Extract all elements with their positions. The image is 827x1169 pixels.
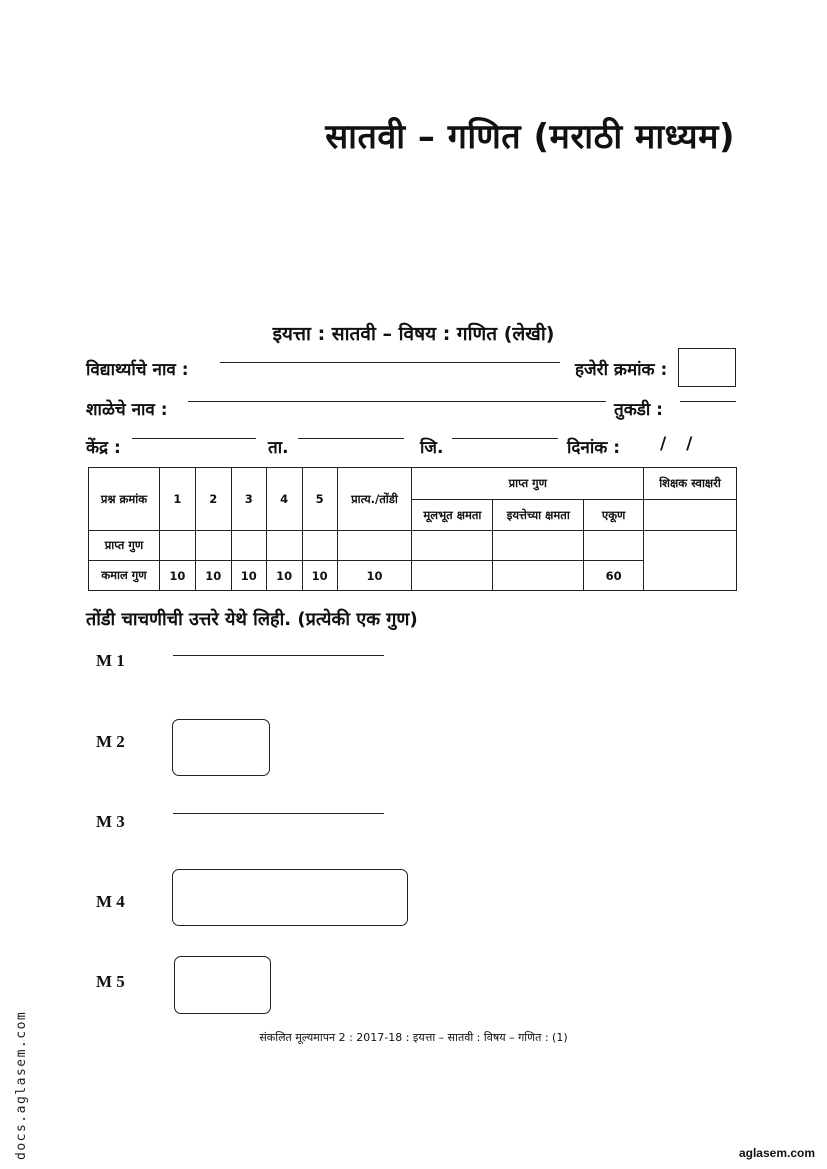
student-name-field[interactable]: [220, 362, 560, 363]
q2-max: 10: [195, 561, 231, 591]
m5-label: M 5: [96, 972, 125, 991]
date-label: दिनांक :: [567, 438, 621, 458]
teacher-signature-cell[interactable]: [644, 531, 737, 591]
obtained-marks-header: प्राप्त गुण: [412, 468, 644, 500]
q5-header: 5: [302, 468, 337, 531]
obtained-row-label: प्राप्त गुण: [89, 531, 160, 561]
m3-answer-line[interactable]: [173, 813, 384, 814]
page-footer: संकलित मूल्यमापन 2 : 2017-18 : इयत्ता – सातवी : विषय – गणित : (1): [259, 1031, 568, 1044]
max-row-label: कमाल गुण: [89, 561, 160, 591]
m5-answer-box[interactable]: [174, 956, 271, 1014]
practical-obtained-cell[interactable]: [337, 531, 412, 561]
basic-max-cell: [412, 561, 493, 591]
district-field[interactable]: [452, 438, 558, 439]
m4-label: M 4: [96, 892, 125, 911]
q1-max: 10: [159, 561, 195, 591]
grade-max-cell: [493, 561, 584, 591]
page-title: सातवी – गणित (मराठी माध्यम): [325, 117, 735, 157]
total-max: 60: [584, 561, 644, 591]
question-no-header: प्रश्न क्रमांक: [89, 468, 160, 531]
total-header: एकूण: [584, 500, 644, 531]
grade-obtained-cell[interactable]: [493, 531, 584, 561]
m3-label: M 3: [96, 812, 125, 831]
page-subtitle: इयत्ता : सातवी – विषय : गणित (लेखी): [272, 323, 555, 345]
basic-obtained-cell[interactable]: [412, 531, 493, 561]
q2-obtained-cell[interactable]: [195, 531, 231, 561]
q3-max: 10: [231, 561, 266, 591]
roll-no-label: हजेरी क्रमांक :: [575, 360, 668, 380]
m1-answer-line[interactable]: [173, 655, 384, 656]
q3-header: 3: [231, 468, 266, 531]
m4-answer-box[interactable]: [172, 869, 408, 926]
total-obtained-cell[interactable]: [584, 531, 644, 561]
division-field[interactable]: [680, 401, 736, 402]
grade-skills-header: इयत्तेच्या क्षमता: [493, 500, 584, 531]
school-name-label: शाळेचे नाव :: [86, 400, 168, 420]
q4-header: 4: [266, 468, 302, 531]
taluka-field[interactable]: [298, 438, 404, 439]
m2-answer-box[interactable]: [172, 719, 270, 776]
center-field[interactable]: [132, 438, 256, 439]
basic-skills-header: मूलभूत क्षमता: [412, 500, 493, 531]
oral-heading: तोंडी चाचणीची उत्तरे येथे लिही. (प्रत्येकी एक गुण): [86, 609, 418, 630]
side-watermark: docs.aglasem.com: [14, 1010, 29, 1160]
q4-max: 10: [266, 561, 302, 591]
q1-header: 1: [159, 468, 195, 531]
brand-watermark: aglasem.com: [738, 1146, 815, 1160]
practical-oral-header: प्रात्य./तोंडी: [337, 468, 412, 531]
q3-obtained-cell[interactable]: [231, 531, 266, 561]
marks-table: [88, 467, 737, 591]
taluka-label: ता.: [268, 438, 289, 458]
q4-obtained-cell[interactable]: [266, 531, 302, 561]
q5-max: 10: [302, 561, 337, 591]
q1-obtained-cell[interactable]: [159, 531, 195, 561]
district-label: जि.: [420, 438, 444, 458]
teacher-signature-blank: [644, 500, 737, 531]
teacher-signature-header: शिक्षक स्वाक्षरी: [644, 468, 737, 500]
q2-header: 2: [195, 468, 231, 531]
division-label: तुकडी :: [614, 400, 663, 420]
q5-obtained-cell[interactable]: [302, 531, 337, 561]
m2-label: M 2: [96, 732, 125, 751]
student-name-label: विद्यार्थ्याचे नाव :: [86, 360, 189, 380]
m1-label: M 1: [96, 651, 125, 670]
practical-max: 10: [337, 561, 412, 591]
center-label: केंद्र :: [86, 438, 121, 458]
roll-no-box[interactable]: [678, 348, 736, 387]
school-name-field[interactable]: [188, 401, 606, 402]
date-field[interactable]: / /: [660, 434, 693, 454]
